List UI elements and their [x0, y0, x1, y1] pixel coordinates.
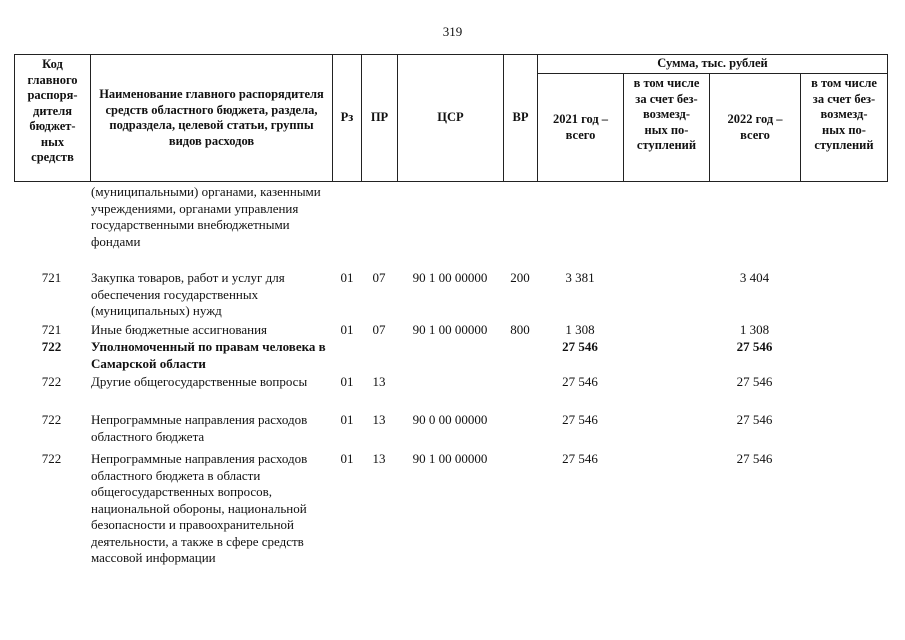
cell-rz: 01 [340, 374, 354, 389]
cell-pr: 07 [372, 270, 386, 285]
cell-name: Уполномоченный по правам человека в Самарской области [91, 339, 326, 371]
cell-2021-total: 27 546 [562, 412, 598, 427]
cell-2022-total: 3 404 [739, 270, 770, 285]
cell-kod: 722 [41, 339, 62, 354]
cell-name: Иные бюджетные ассигнования [91, 322, 268, 337]
cell-csr: 90 1 00 00000 [412, 322, 488, 337]
page-number: 319 [442, 24, 463, 39]
cell-2021-total: 27 546 [562, 339, 598, 354]
header-sum-label: Сумма, тыс. рублей [657, 56, 768, 71]
cell-vr: 200 [510, 270, 530, 285]
cell-kod: 721 [41, 270, 62, 285]
header-kod-label: Код главного распоря-дителя бюджет-ных средств [27, 57, 78, 164]
header-2021-total [537, 73, 624, 182]
header-2022-total [709, 73, 801, 182]
cell-csr: 90 1 00 00000 [412, 270, 488, 285]
cell-name: (муниципальными) органами, казенными учреждениями, органами управления государственными внебюджетными фондами [91, 184, 321, 249]
header-vr [503, 54, 538, 182]
header-rz [332, 54, 362, 182]
cell-name: Непрограммные направления расходов областного бюджета [91, 412, 308, 444]
cell-kod: 722 [41, 374, 62, 389]
header-name-label: Наименование главного распорядителя средств областного бюджета, раздела, подраздела, целевой статьи, группы видов расходов [99, 87, 324, 148]
cell-name: Непрограммные направления расходов областного бюджета в области общегосударственных вопросов, национальной обороны, национальной безопасности и правоохранительной деятельности, а также в сфере средств массовой информации [91, 451, 308, 565]
cell-pr: 13 [372, 412, 386, 427]
cell-rz: 01 [340, 412, 354, 427]
cell-pr: 13 [372, 374, 386, 389]
header-2021-incl-label: в том числе за счет без-возмезд-ных по-ступлений [633, 76, 700, 152]
cell-2022-total: 27 546 [736, 339, 773, 354]
header-sum [537, 54, 888, 74]
cell-2022-total: 27 546 [736, 451, 773, 466]
cell-kod: 722 [41, 412, 62, 427]
cell-csr: 90 1 00 00000 [412, 451, 488, 466]
header-2022-incl [800, 73, 888, 182]
cell-kod: 722 [41, 451, 62, 466]
cell-pr: 07 [372, 322, 386, 337]
cell-2022-total: 27 546 [736, 412, 773, 427]
header-pr-label: ПР [370, 110, 389, 125]
cell-name: Другие общегосударственные вопросы [91, 374, 308, 389]
cell-vr: 800 [510, 322, 530, 337]
cell-rz: 01 [340, 451, 354, 466]
header-2022-total-label: 2022 год – всего [727, 112, 783, 142]
header-name [90, 54, 333, 182]
cell-2021-total: 3 381 [565, 270, 595, 285]
cell-csr: 90 0 00 00000 [412, 412, 488, 427]
cell-rz: 01 [340, 322, 354, 337]
cell-2021-total: 27 546 [562, 451, 598, 466]
header-csr [397, 54, 504, 182]
cell-name: Закупка товаров, работ и услуг для обеспечения государственных (муниципальных) нужд [91, 270, 285, 318]
header-2021-incl [623, 73, 710, 182]
header-rz-label: Рз [340, 110, 354, 125]
cell-pr: 13 [372, 451, 386, 466]
header-csr-label: ЦСР [437, 110, 464, 125]
header-pr [361, 54, 398, 182]
cell-rz: 01 [340, 270, 354, 285]
header-vr-label: ВР [512, 110, 529, 125]
cell-2021-total: 27 546 [562, 374, 598, 389]
cell-2022-total: 1 308 [739, 322, 770, 337]
header-2022-incl-label: в том числе за счет без-возмезд-ных по-ступлений [811, 76, 877, 152]
cell-2021-total: 1 308 [565, 322, 595, 337]
header-kod [14, 54, 91, 182]
cell-2022-total: 27 546 [736, 374, 773, 389]
cell-kod: 721 [41, 322, 62, 337]
header-2021-total-label: 2021 год – всего [552, 112, 609, 142]
